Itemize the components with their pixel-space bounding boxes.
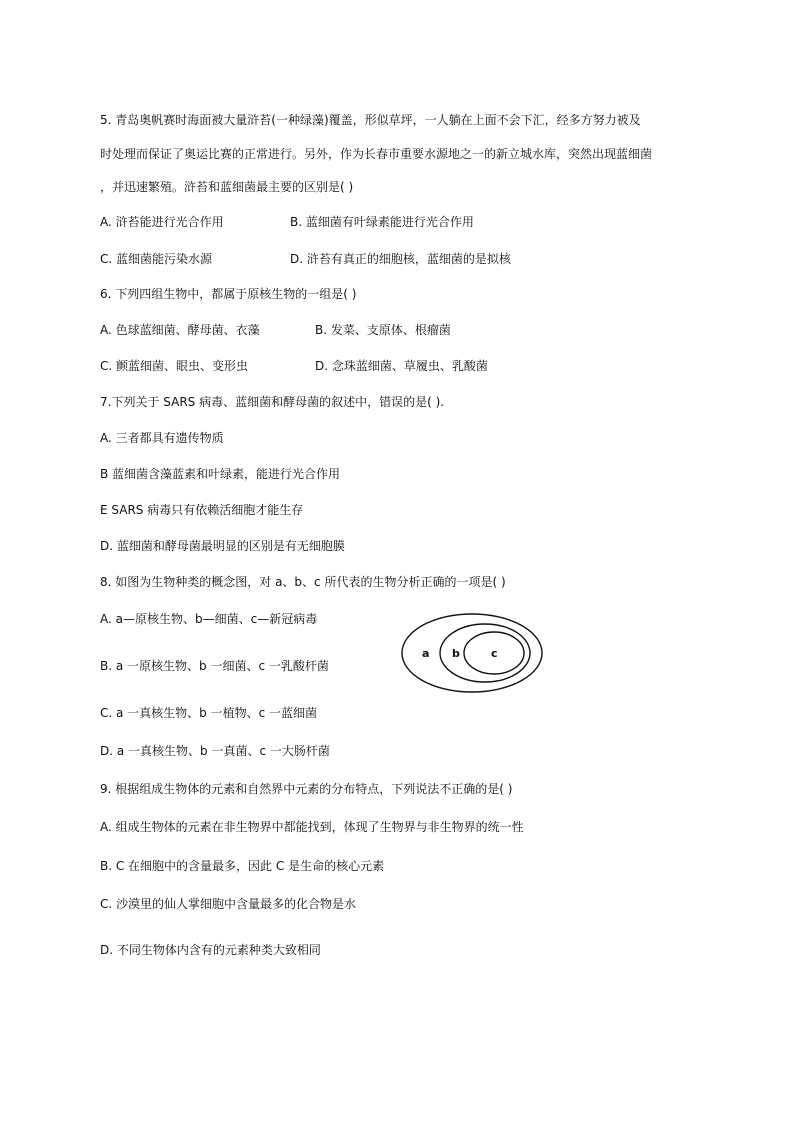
label-a: a [422, 647, 430, 660]
q5-option-d: D. 浒苔有真正的细胞核，蓝细菌的是拟核 [290, 252, 511, 266]
q9-option-b: B. C 在细胞中的含量最多，因此 C 是生命的核心元素 [100, 859, 385, 873]
q5-option-c: C. 蓝细菌能污染水源 [100, 252, 213, 266]
q7-option-d: D. 蓝细菌和酵母菌最明显的区别是有无细胞膜 [100, 539, 345, 553]
q5-stem-line-3: ，并迅速繁殖。浒苔和蓝细菌最主要的区别是( ) [100, 180, 354, 194]
q6-option-a: A. 色球蓝细菌、酵母菌、衣藻 [100, 323, 260, 337]
q7-option-b: B 蓝细菌含藻蓝素和叶绿素，能进行光合作用 [100, 467, 341, 481]
q5-stem-line-1: 5. 青岛奥帆赛时海面被大量浒苔(一种绿藻)覆盖，形似草坪，一人躺在上面不会下汇，经多方努力被及 [100, 113, 641, 127]
q7-stem: 7.下列关于 SARS 病毒、蓝细菌和酵母菌的叙述中，错误的是( ). [100, 395, 445, 409]
q6-option-d: D. 念珠蓝细菌、草履虫、乳酸菌 [315, 359, 488, 373]
q9-option-c: C. 沙漠里的仙人掌细胞中含量最多的化合物是水 [100, 897, 357, 911]
q9-option-d: D. 不同生物体内含有的元素种类大致相同 [100, 943, 321, 957]
q6-option-b: B. 发菜、支原体、根瘤菌 [315, 323, 451, 337]
q5-option-a: A. 浒苔能进行光合作用 [100, 215, 224, 229]
q9-option-a: A. 组成生物体的元素在非生物界中都能找到，体现了生物界与非生物界的统一性 [100, 820, 524, 834]
label-c: c [491, 647, 498, 660]
q5-option-b: B. 蓝细菌有叶绿素能进行光合作用 [290, 215, 474, 229]
q7-option-c: E SARS 病毒只有依赖活细胞才能生存 [100, 503, 304, 517]
q8-concept-diagram [400, 612, 544, 694]
q8-option-c: C. a 一真核生物、b 一植物、c 一蓝细菌 [100, 706, 318, 720]
q8-option-a: A. a—原核生物、b—细菌、c—新冠病毒 [100, 612, 318, 626]
q9-stem: 9. 根据组成生物体的元素和自然界中元素的分布特点，下列说法不正确的是( ) [100, 782, 513, 796]
q7-option-a: A. 三者都具有遗传物质 [100, 431, 224, 445]
q8-option-b: B. a 一原核生物、b 一细菌、c 一乳酸杆菌 [100, 659, 329, 673]
q8-stem: 8. 如图为生物种类的概念图，对 a、b、c 所代表的生物分析正确的一项是( ) [100, 575, 506, 589]
q6-stem: 6. 下列四组生物中，都属于原核生物的一组是( ) [100, 287, 357, 301]
label-b: b [452, 647, 460, 660]
nested-ellipses-diagram [400, 612, 544, 694]
q8-option-d: D. a 一真核生物、b 一真菌、c 一大肠杆菌 [100, 744, 330, 758]
q6-option-c: C. 颤蓝细菌、眼虫、变形虫 [100, 359, 249, 373]
q5-stem-line-2: 时处理而保证了奥运比赛的正常进行。另外，作为长春市重要水源地之一的新立城水库，突然出现蓝细菌 [100, 147, 653, 161]
